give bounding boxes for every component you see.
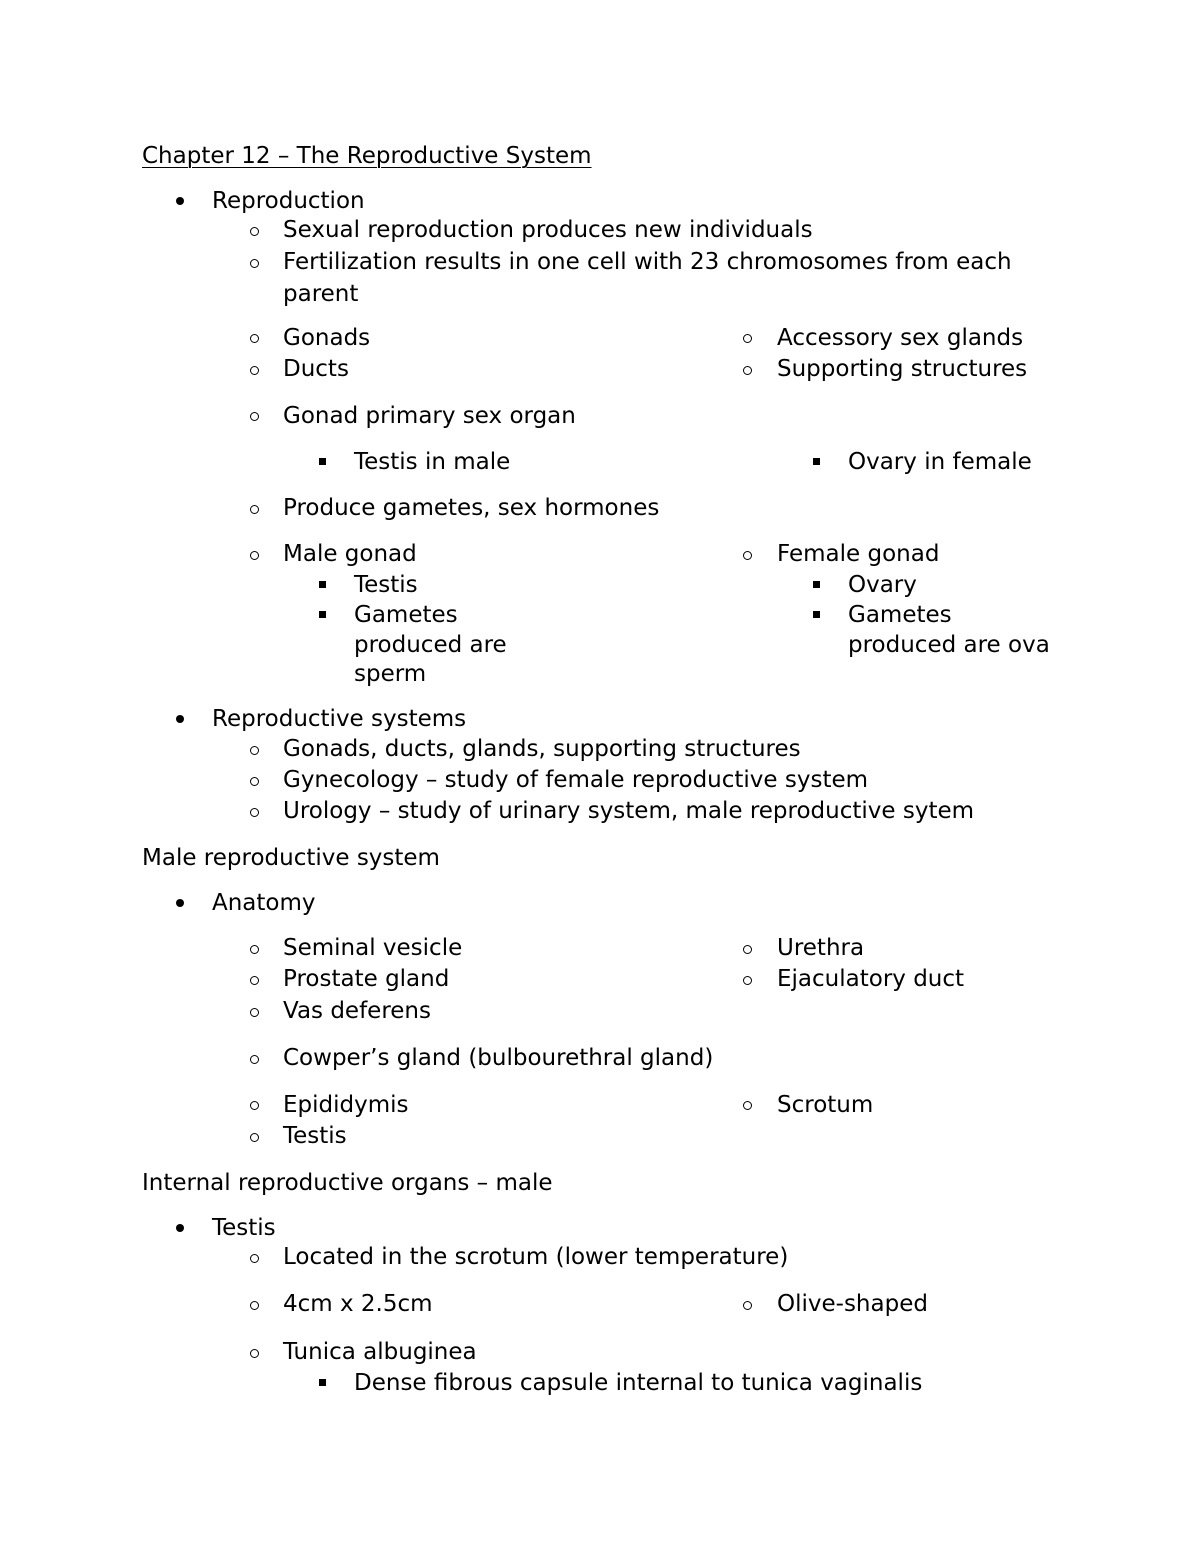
bullet-circle — [743, 1301, 752, 1310]
list-item: Testis — [283, 1123, 347, 1149]
list-item-reproductive-systems: Reproductive systems — [212, 706, 467, 732]
bullet-circle — [250, 1008, 259, 1017]
list-item: Sexual reproduction produces new individuals — [283, 217, 813, 243]
bullet-circle — [250, 976, 259, 985]
bullet-circle — [250, 334, 259, 343]
list-item: Gonads, ducts, glands, supporting structures — [283, 736, 801, 762]
list-item: Urethra — [777, 935, 865, 961]
list-item: Cowper’s gland (bulbourethral gland) — [283, 1045, 714, 1071]
bullet-circle — [250, 777, 259, 786]
list-item: Accessory sex glands — [777, 325, 1024, 351]
section-heading: Internal reproductive organs – male — [142, 1170, 553, 1196]
list-item: Gametes — [848, 602, 952, 628]
bullet-circle — [250, 1349, 259, 1358]
list-item: Located in the scrotum (lower temperature) — [283, 1244, 789, 1270]
list-item-continuation: parent — [283, 281, 359, 307]
list-item: Gametes — [354, 602, 458, 628]
bullet-circle — [250, 227, 259, 236]
bullet-circle — [250, 1254, 259, 1263]
bullet-square — [813, 611, 820, 618]
list-item: Supporting structures — [777, 356, 1028, 382]
list-item: Gonads — [283, 325, 371, 351]
bullet-circle — [743, 366, 752, 375]
list-item: Gynecology – study of female reproductive system — [283, 767, 869, 793]
list-item-testis: Testis — [212, 1215, 276, 1241]
bullet-square — [813, 458, 820, 465]
bullet-circle — [250, 366, 259, 375]
bullet-square — [319, 581, 326, 588]
bullet-circle — [250, 1301, 259, 1310]
list-item: Olive-shaped — [777, 1291, 928, 1317]
bullet-circle — [250, 259, 259, 268]
list-item: Gonad primary sex organ — [283, 403, 576, 429]
list-item-continuation: sperm — [354, 661, 427, 687]
bullet-circle — [743, 334, 752, 343]
list-item: Vas deferens — [283, 998, 431, 1024]
bullet-disc — [176, 197, 184, 205]
bullet-circle — [250, 945, 259, 954]
bullet-circle — [250, 551, 259, 560]
bullet-disc — [176, 715, 184, 723]
bullet-circle — [250, 1101, 259, 1110]
list-item: Ovary — [848, 572, 917, 598]
list-item: Male gonad — [283, 541, 417, 567]
list-item-anatomy: Anatomy — [212, 890, 316, 916]
bullet-disc — [176, 899, 184, 907]
list-item: Produce gametes, sex hormones — [283, 495, 660, 521]
bullet-disc — [176, 1224, 184, 1232]
list-item: Seminal vesicle — [283, 935, 463, 961]
list-item: Female gonad — [777, 541, 940, 567]
list-item: Ducts — [283, 356, 349, 382]
bullet-circle — [743, 976, 752, 985]
list-item: Urology – study of urinary system, male reproductive sytem — [283, 798, 975, 824]
list-item-continuation: produced are — [354, 632, 507, 658]
list-item-reproduction: Reproduction — [212, 188, 365, 214]
list-item-continuation: produced are ova — [848, 632, 1050, 658]
bullet-circle — [250, 412, 259, 421]
list-item: Ovary in female — [848, 449, 1032, 475]
bullet-square — [319, 611, 326, 618]
list-item: 4cm x 2.5cm — [283, 1291, 433, 1317]
page-title: Chapter 12 – The Reproductive System — [142, 143, 592, 169]
bullet-circle — [743, 1101, 752, 1110]
list-item: Testis — [354, 572, 418, 598]
list-item: Epididymis — [283, 1092, 409, 1118]
bullet-circle — [250, 808, 259, 817]
list-item: Dense fibrous capsule internal to tunica vaginalis — [354, 1370, 923, 1396]
bullet-circle — [743, 945, 752, 954]
list-item: Prostate gland — [283, 966, 450, 992]
bullet-circle — [250, 1133, 259, 1142]
bullet-square — [813, 581, 820, 588]
bullet-square — [319, 1379, 326, 1386]
list-item: Fertilization results in one cell with 23 chromosomes from each — [283, 249, 1012, 275]
bullet-circle — [250, 1055, 259, 1064]
bullet-circle — [250, 505, 259, 514]
section-heading: Male reproductive system — [142, 845, 440, 871]
list-item: Scrotum — [777, 1092, 874, 1118]
bullet-circle — [743, 551, 752, 560]
list-item: Testis in male — [354, 449, 511, 475]
bullet-circle — [250, 746, 259, 755]
list-item: Tunica albuginea — [283, 1339, 477, 1365]
list-item: Ejaculatory duct — [777, 966, 965, 992]
bullet-square — [319, 458, 326, 465]
